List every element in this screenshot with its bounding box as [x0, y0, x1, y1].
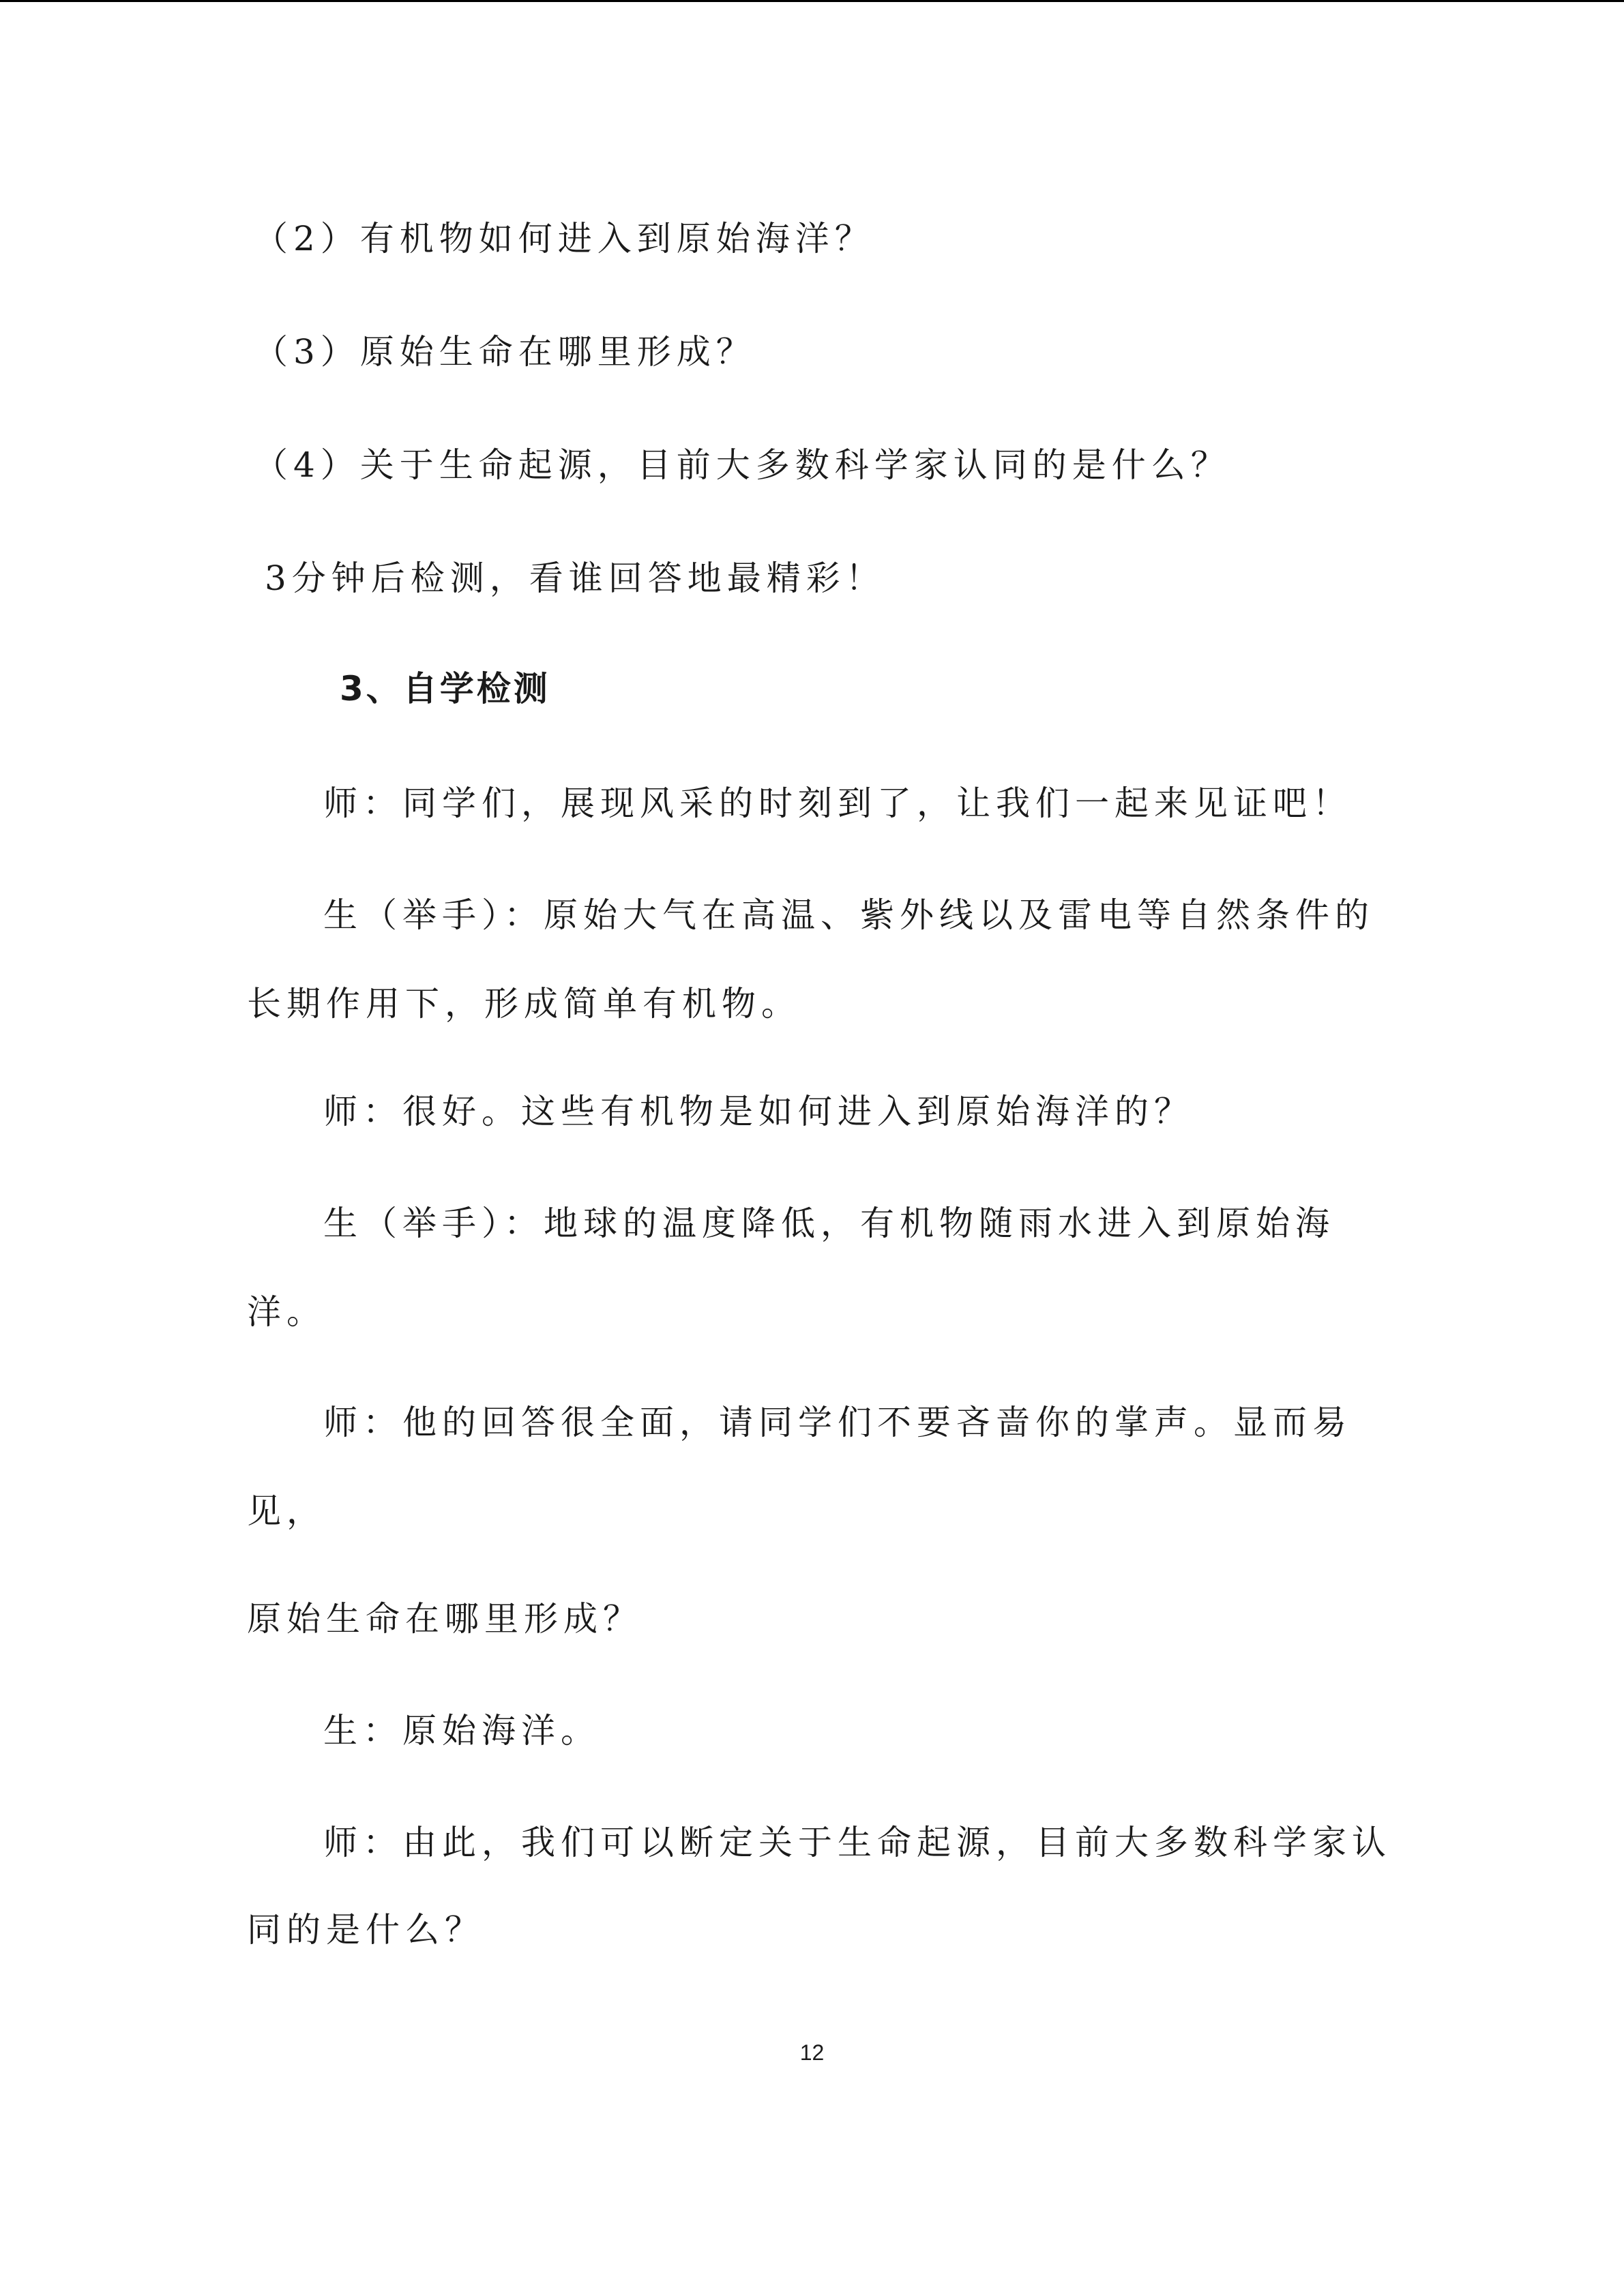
teacher-line-2: 师：很好。这些有机物是如何进入到原始海洋的？ [323, 1092, 1194, 1131]
teacher-line-4-cont: 同的是什么？ [247, 1910, 484, 1950]
section-heading: 3、自学检测 [340, 669, 550, 709]
question-3: （3）原始生命在哪里形成？ [254, 332, 756, 372]
teacher-line-4: 师：由此，我们可以断定关于生命起源，目前大多数科学家认 [323, 1823, 1391, 1862]
student-line-2: 生（举手）：地球的温度降低，有机物随雨水进入到原始海 [323, 1204, 1335, 1243]
teacher-line-3-cont: 见， [247, 1491, 326, 1531]
student-line-1-cont: 长期作用下，形成简单有机物。 [247, 984, 801, 1024]
timer-instruction: 3分钟后检测，看谁回答地最精彩！ [265, 558, 885, 598]
student-line-2-cont: 洋。 [247, 1292, 326, 1332]
question-4: （4）关于生命起源，目前大多数科学家认同的是什么？ [254, 445, 1230, 485]
student-line-3: 生：原始海洋。 [323, 1711, 600, 1750]
question-2: （2）有机物如何进入到原始海洋？ [254, 219, 874, 258]
teacher-line-1: 师：同学们，展现风采的时刻到了，让我们一起来见证吧！ [323, 784, 1352, 823]
teacher-line-3-question: 原始生命在哪里形成？ [247, 1599, 643, 1639]
teacher-line-3: 师：他的回答很全面，请同学们不要吝啬你的掌声。显而易 [323, 1403, 1352, 1442]
student-line-1: 生（举手）：原始大气在高温、紫外线以及雷电等自然条件的 [323, 895, 1374, 935]
page-number: 12 [799, 2040, 825, 2065]
